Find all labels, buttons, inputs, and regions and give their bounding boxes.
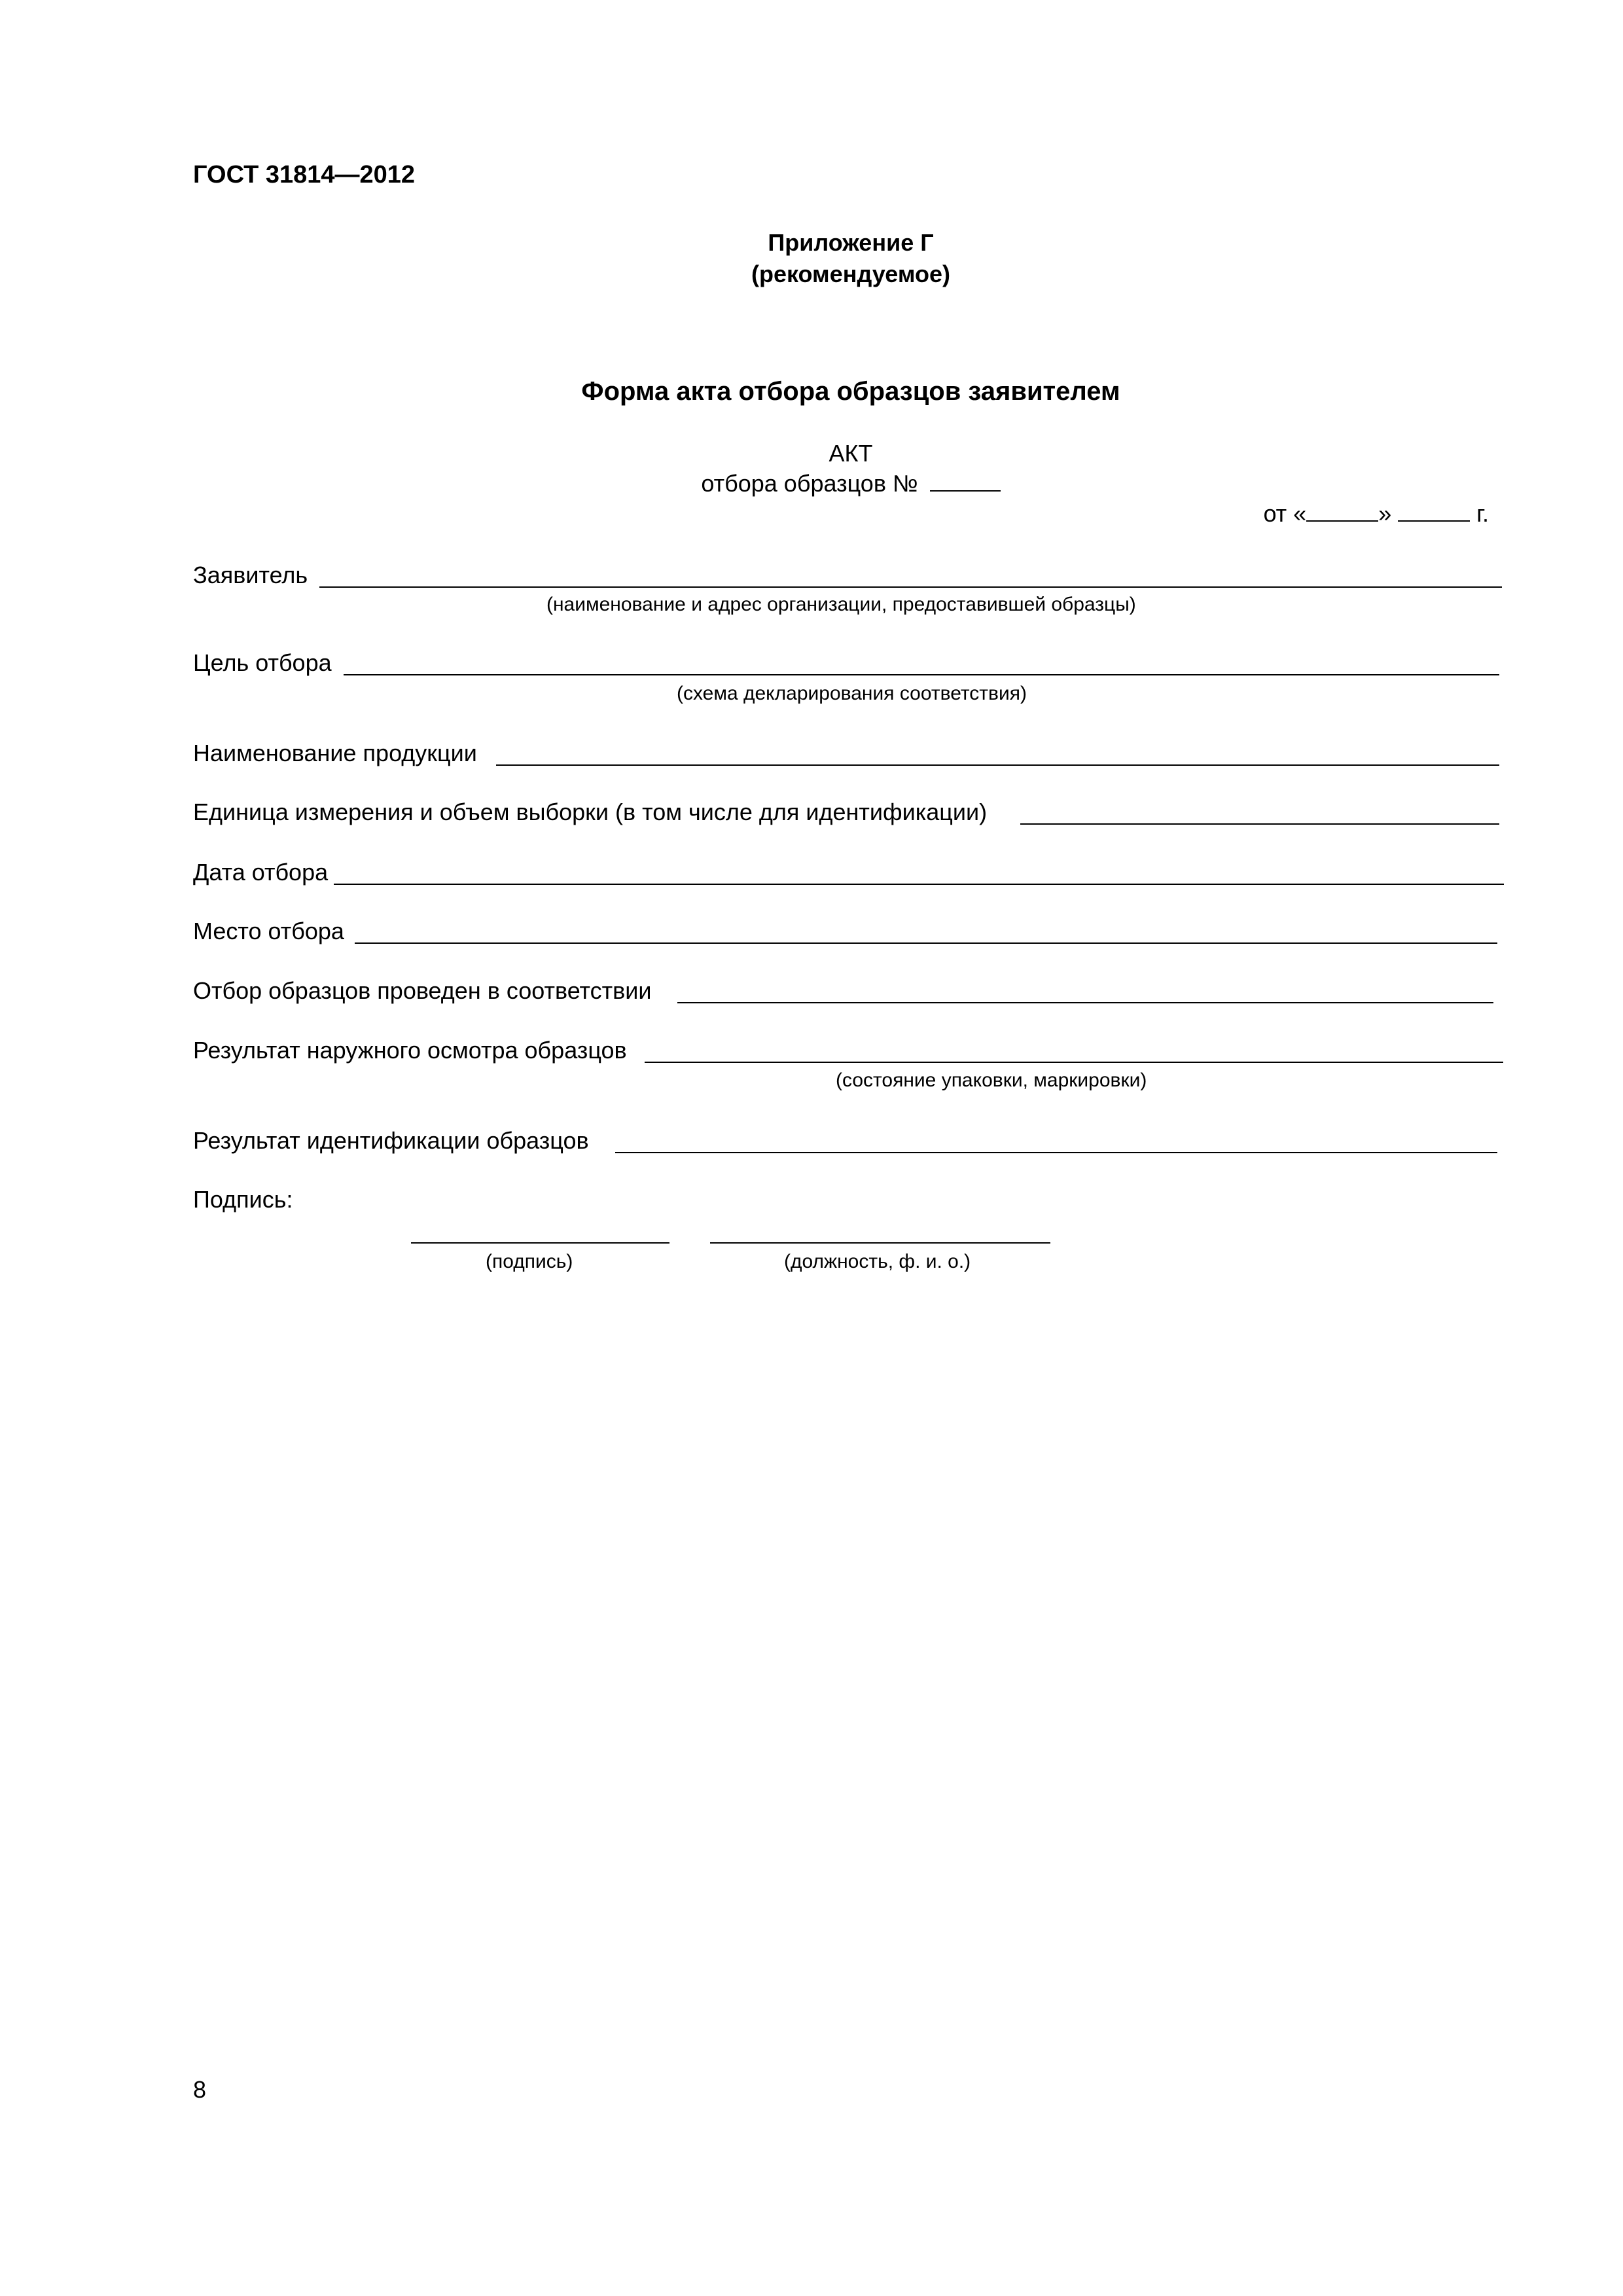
act-number-field[interactable] bbox=[930, 472, 1001, 492]
signature-hint: (подпись) bbox=[486, 1251, 573, 1272]
purpose-row bbox=[193, 648, 1499, 678]
inspection-hint: (состояние упаковки, маркировки) bbox=[836, 1069, 1147, 1091]
conformity-row bbox=[193, 976, 1493, 1006]
date-field[interactable] bbox=[334, 884, 1504, 885]
product-field[interactable] bbox=[496, 764, 1499, 766]
identification-field[interactable] bbox=[615, 1152, 1497, 1153]
purpose-field[interactable] bbox=[344, 674, 1499, 675]
appendix-title: Приложение Г bbox=[768, 229, 934, 256]
date-suffix: г. bbox=[1476, 500, 1489, 527]
unit-volume-label: Единица измерения и объем выборки (в том числе для идентификации) bbox=[193, 797, 987, 827]
standard-designation: ГОСТ 31814—2012 bbox=[193, 161, 416, 188]
applicant-field[interactable] bbox=[319, 586, 1502, 588]
act-title: АКТ bbox=[829, 440, 873, 467]
inspection-label: Результат наружного осмотра образцов bbox=[193, 1035, 627, 1066]
conformity-label: Отбор образцов проведен в соответствии bbox=[193, 976, 651, 1006]
place-label: Место отбора bbox=[193, 916, 344, 946]
place-row bbox=[193, 916, 1497, 946]
inspection-field[interactable] bbox=[645, 1062, 1503, 1063]
place-field[interactable] bbox=[355, 942, 1497, 944]
act-date-row bbox=[1263, 500, 1489, 528]
product-row bbox=[193, 738, 1499, 768]
position-name-field[interactable] bbox=[710, 1242, 1050, 1244]
form-title: Форма акта отбора образцов заявителем bbox=[581, 377, 1120, 406]
applicant-row bbox=[193, 560, 1502, 590]
purpose-hint: (схема декларирования соответствия) bbox=[677, 683, 1027, 704]
act-number-label: отбора образцов № bbox=[701, 470, 918, 497]
date-label: Дата отбора bbox=[193, 857, 328, 888]
conformity-field[interactable] bbox=[677, 1002, 1493, 1003]
date-month-field[interactable] bbox=[1398, 502, 1470, 522]
applicant-hint: (наименование и адрес организации, предоставившей образцы) bbox=[546, 594, 1136, 615]
applicant-label: Заявитель bbox=[193, 560, 308, 590]
date-middle: » bbox=[1378, 500, 1392, 527]
identification-label: Результат идентификации образцов bbox=[193, 1126, 589, 1156]
unit-volume-field[interactable] bbox=[1020, 823, 1499, 825]
inspection-row bbox=[193, 1035, 1503, 1066]
unit-volume-row bbox=[193, 797, 1499, 827]
date-prefix: от « bbox=[1263, 500, 1307, 527]
position-name-hint: (должность, ф. и. о.) bbox=[784, 1251, 971, 1272]
product-label: Наименование продукции bbox=[193, 738, 477, 768]
date-day-field[interactable] bbox=[1306, 502, 1378, 522]
signature-label: Подпись: bbox=[193, 1186, 293, 1213]
page-number: 8 bbox=[193, 2076, 207, 2103]
signature-field[interactable] bbox=[411, 1242, 669, 1244]
appendix-status: (рекомендуемое) bbox=[751, 260, 950, 287]
act-number-row bbox=[0, 470, 1623, 497]
identification-row bbox=[193, 1126, 1497, 1156]
purpose-label: Цель отбора bbox=[193, 648, 332, 678]
date-row bbox=[193, 857, 1504, 888]
